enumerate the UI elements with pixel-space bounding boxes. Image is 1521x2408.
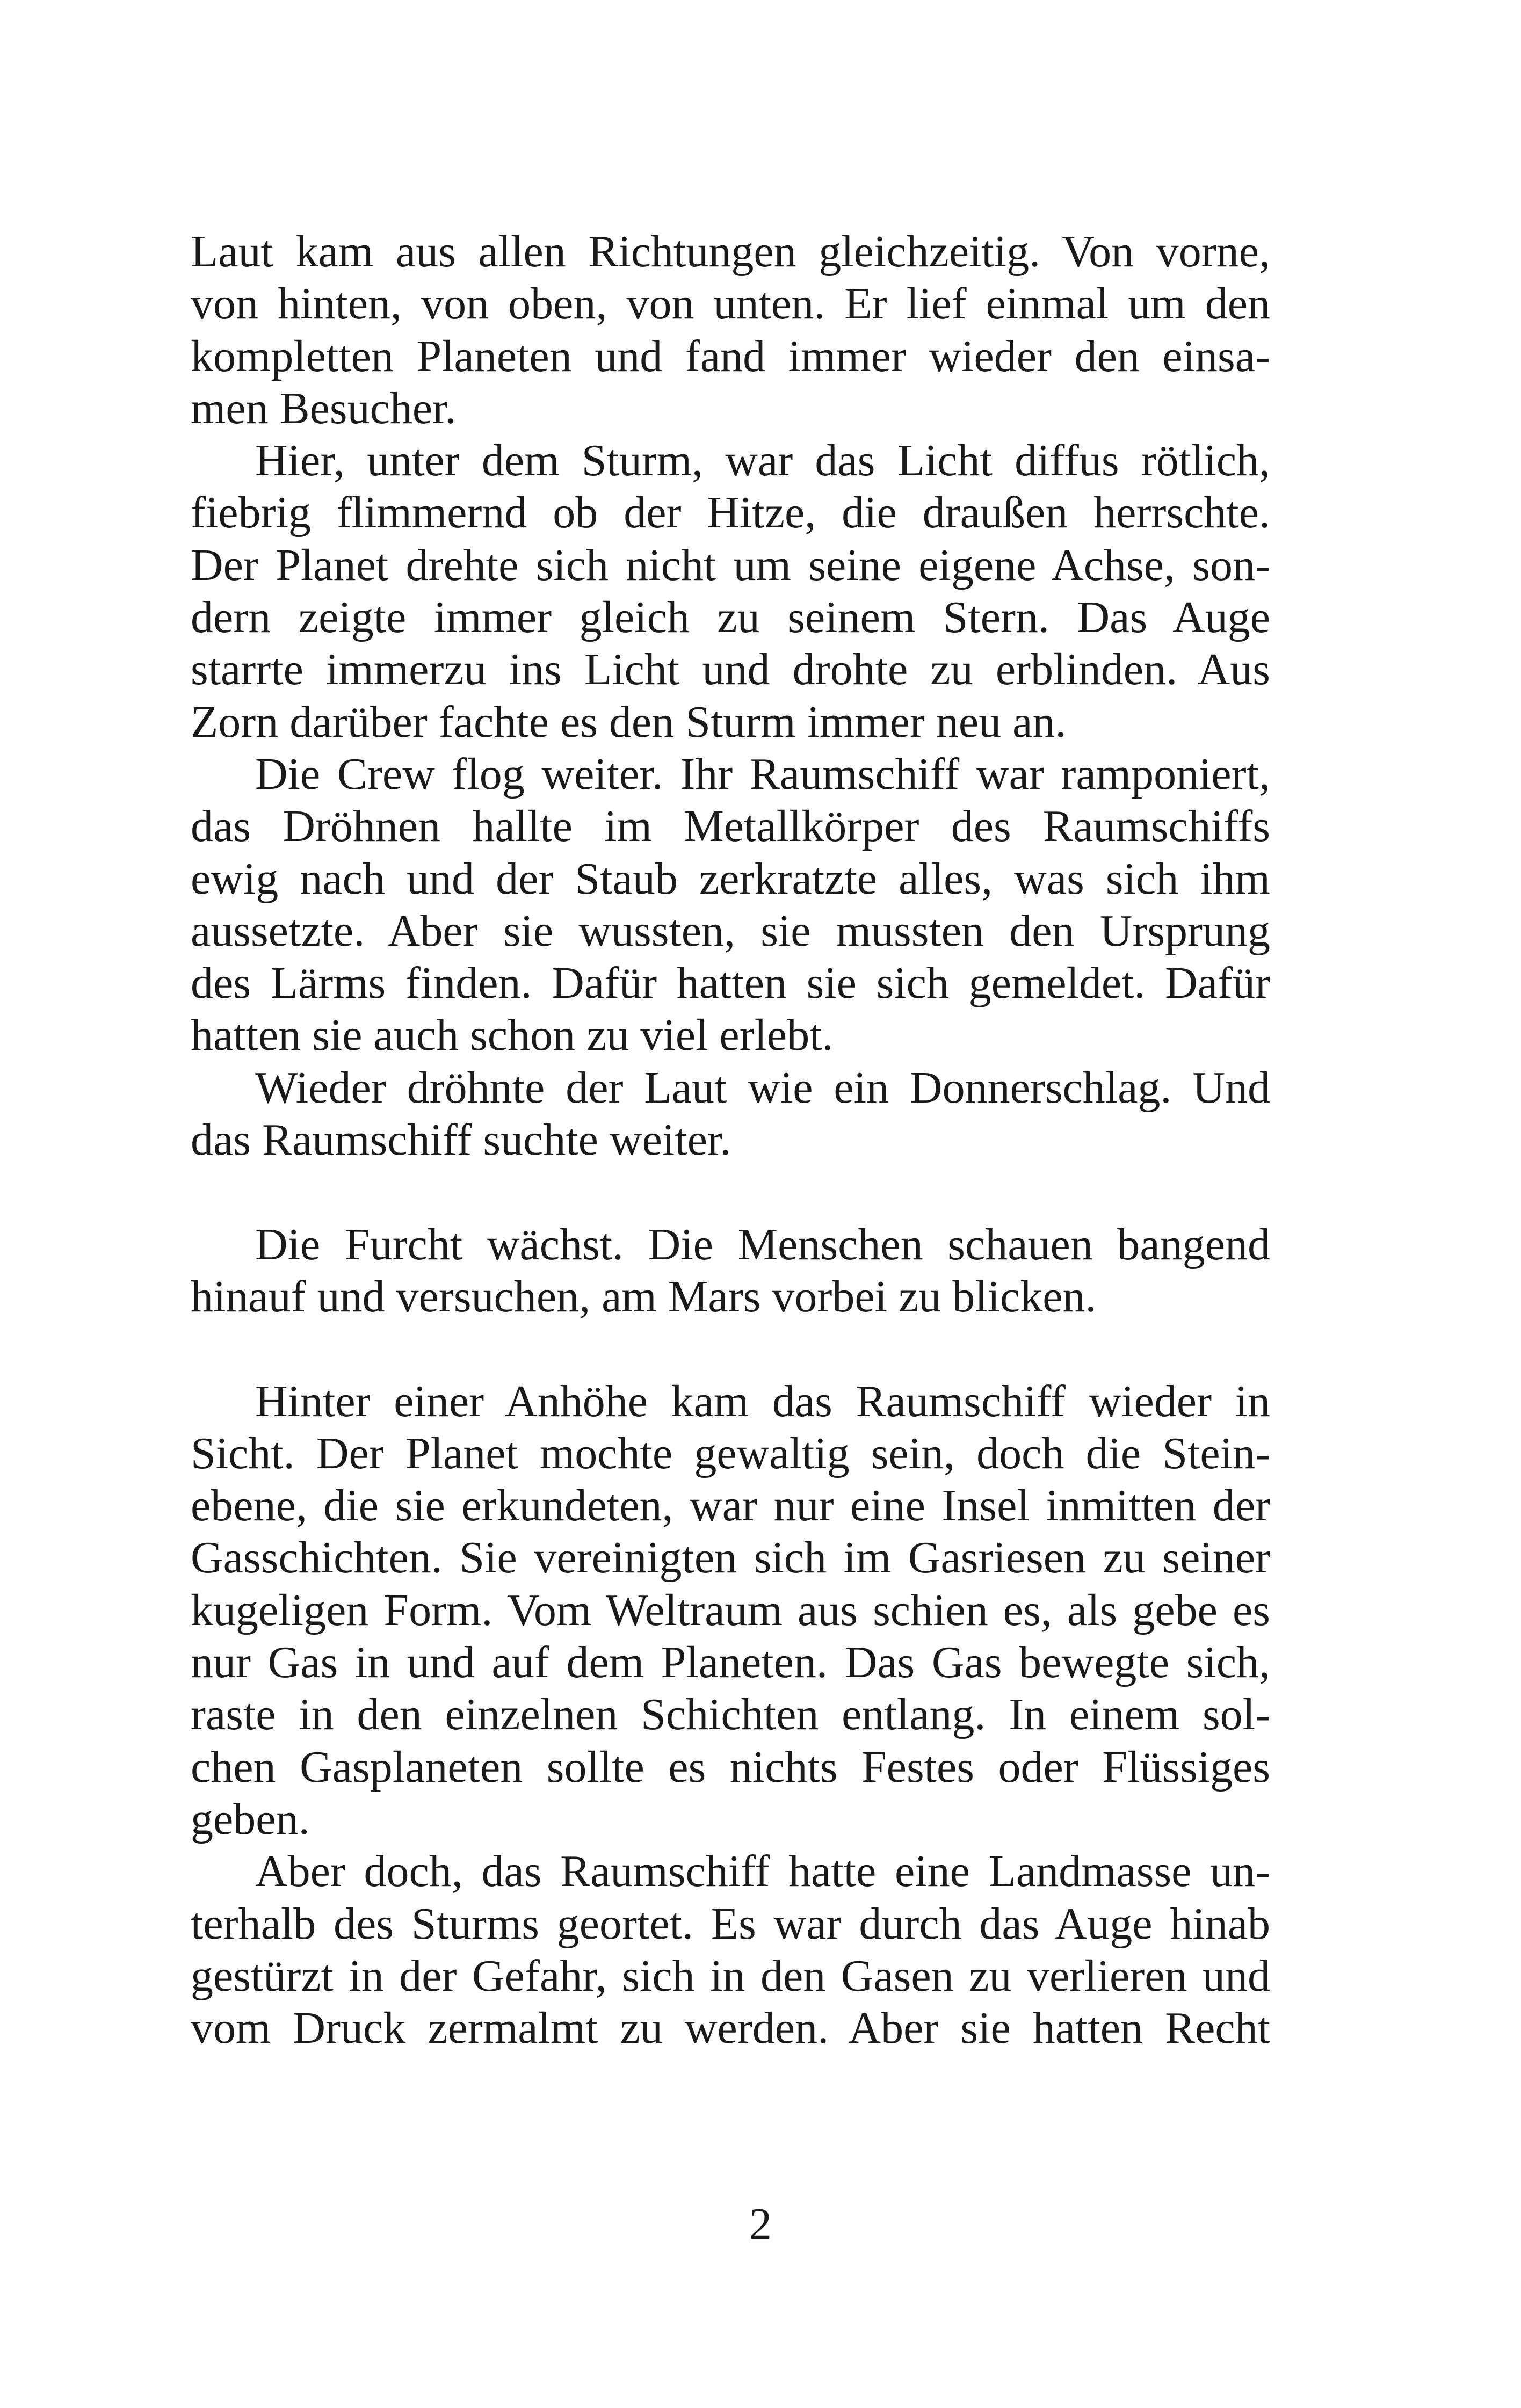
- text-line: aussetzte. Aber sie wussten, sie mussten den Ursprung: [191, 905, 1270, 956]
- paragraph: [191, 1062, 1270, 1166]
- text-line: vom Druck zermalmt zu werden. Aber sie hatten Recht: [191, 2003, 1270, 2054]
- paragraph: [191, 434, 1270, 748]
- text-line: men Besucher.: [191, 383, 457, 433]
- text-line: raste in den einzelnen Schichten entlang. In einem sol-: [191, 1689, 1270, 1740]
- page-number: 2: [749, 2199, 772, 2249]
- text-line: Die Furcht wächst. Die Menschen schauen bangend: [255, 1219, 1270, 1270]
- text-line: fiebrig flimmernd ob der Hitze, die draußen herrschte.: [191, 488, 1270, 538]
- paragraph: [191, 226, 1270, 434]
- text-line: chen Gasplaneten sollte es nichts Festes oder Flüssiges: [191, 1742, 1270, 1792]
- text-line: terhalb des Sturms geortet. Es war durch das Auge hinab: [191, 1898, 1270, 1949]
- text-line: Sicht. Der Planet mochte gewaltig sein, doch die Stein-: [191, 1428, 1270, 1478]
- paragraph: [191, 748, 1270, 1062]
- text-line: hinauf und versuchen, am Mars vorbei zu blicken.: [191, 1271, 1097, 1322]
- text-line: das Raumschiff suchte weiter.: [191, 1115, 731, 1165]
- text-line: nur Gas in und auf dem Planeten. Das Gas bewegte sich,: [191, 1637, 1270, 1688]
- text-line: Die Crew flog weiter. Ihr Raumschiff war ramponiert,: [255, 749, 1270, 799]
- text-line: ewig nach und der Staub zerkratzte alles, was sich ihm: [191, 853, 1270, 904]
- text-line: Hinter einer Anhöhe kam das Raumschiff wieder in: [255, 1376, 1270, 1426]
- text-line: kugeligen Form. Vom Weltraum aus schien es, als gebe es: [191, 1585, 1270, 1635]
- text-line: geben.: [191, 1794, 310, 1844]
- paragraph: [191, 1845, 1270, 2054]
- page-body: [191, 226, 1270, 2054]
- text-line: hatten sie auch schon zu viel erlebt.: [191, 1010, 834, 1061]
- text-line: ebene, die sie erkundeten, war nur eine Insel inmitten der: [191, 1481, 1270, 1531]
- text-line: des Lärms finden. Dafür hatten sie sich gemeldet. Dafür: [191, 958, 1270, 1009]
- paragraph: [191, 1218, 1270, 1323]
- text-line: Hier, unter dem Sturm, war das Licht diffus rötlich,: [255, 436, 1270, 486]
- text-line: starrte immerzu ins Licht und drohte zu erblinden. Aus: [191, 644, 1270, 695]
- paragraph: [191, 1375, 1270, 1846]
- text-line: Wieder dröhnte der Laut wie ein Donnerschlag. Und: [255, 1062, 1270, 1113]
- text-line: Laut kam aus allen Richtungen gleichzeitig. Von vorne,: [191, 227, 1270, 277]
- text-line: Der Planet drehte sich nicht um seine eigene Achse, son-: [191, 540, 1270, 590]
- text-line: Gasschichten. Sie vereinigten sich im Gasriesen zu seiner: [191, 1533, 1270, 1583]
- text-line: dern zeigte immer gleich zu seinem Stern. Das Auge: [191, 592, 1270, 643]
- text-line: von hinten, von oben, von unten. Er lief einmal um den: [191, 279, 1270, 329]
- text-line: Aber doch, das Raumschiff hatte eine Landmasse un-: [255, 1846, 1270, 1897]
- text-line: kompletten Planeten und fand immer wieder den einsa-: [191, 331, 1270, 381]
- text-line: gestürzt in der Gefahr, sich in den Gasen zu verlieren und: [191, 1950, 1270, 2001]
- text-line: Zorn darüber fachte es den Sturm immer neu an.: [191, 697, 1067, 747]
- text-line: das Dröhnen hallte im Metallkörper des Raumschiffs: [191, 801, 1270, 852]
- section-gap: [191, 1166, 1270, 1218]
- section-gap: [191, 1323, 1270, 1375]
